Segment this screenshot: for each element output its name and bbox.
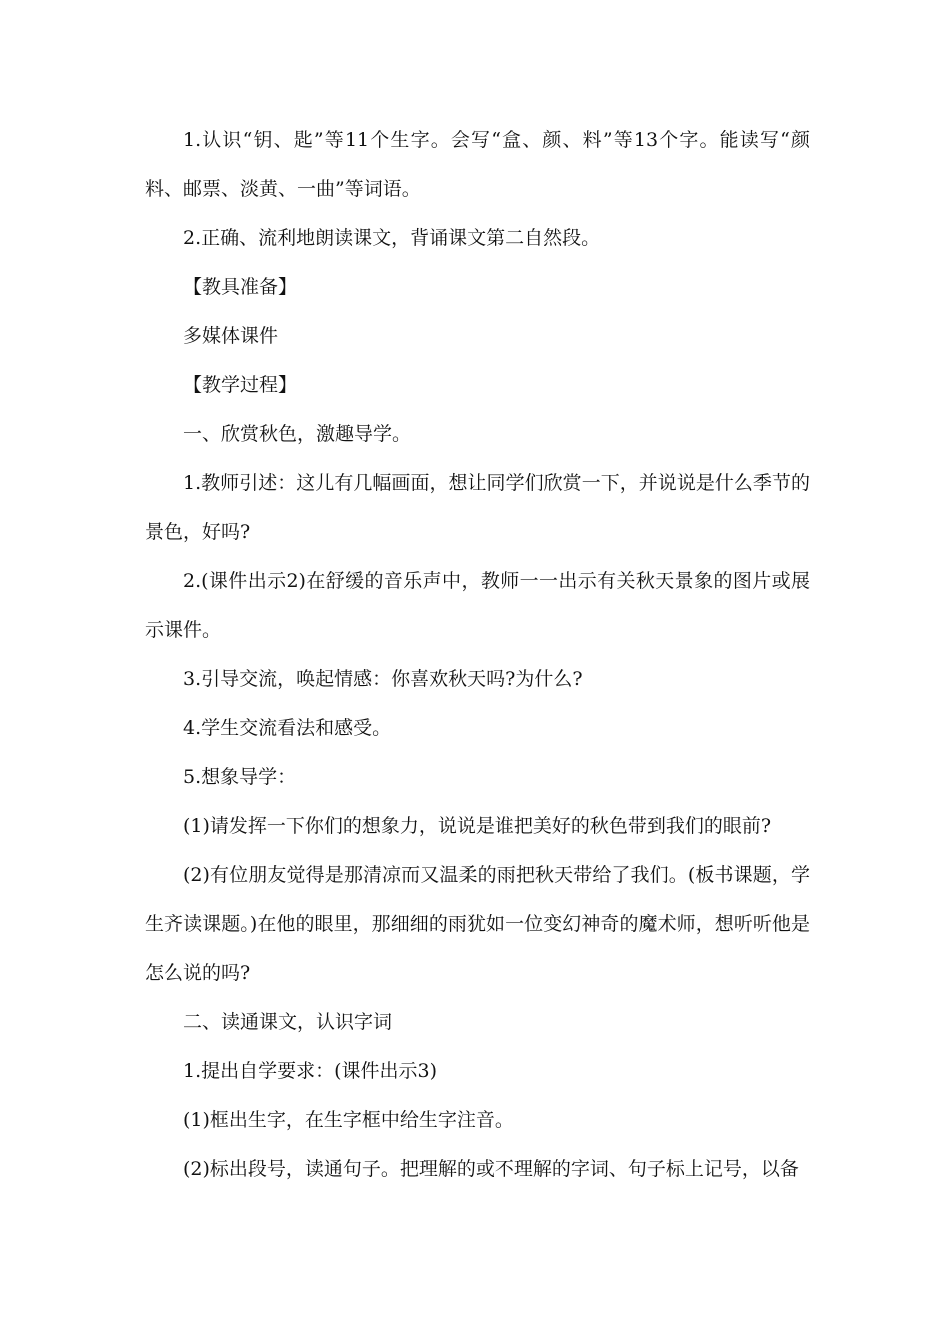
step-1-item-2: 2.(课件出示2)在舒缓的音乐声中，教师一一出示有关秋天景象的图片或展示课件。 [145,570,810,641]
step-1-item-5-sub-2: (2)有位朋友觉得是那清凉而又温柔的雨把秋天带给了我们。(板书课题，学生齐读课题。)在他的眼里，那细细的雨犹如一位变幻神奇的魔术师，想听听他是怎么说的吗? [145,864,810,984]
step-2-heading: 二、读通课文，认识字词 [183,1011,393,1033]
step-2-item-1-sub-1: (1)框出生字，在生字框中给生字注音。 [183,1109,514,1131]
step-2-item-1-sub-2: (2)标出段号，读通句子。把理解的或不理解的字词、句子标上记号，以备 [183,1158,799,1180]
step-1-item-5: 5.想象导学： [183,766,297,788]
step-1-item-1: 1.教师引述：这儿有几幅画面，想让同学们欣赏一下，并说说是什么季节的景色，好吗? [145,472,810,543]
objective-2: 2.正确、流利地朗读课文，背诵课文第二自然段。 [183,227,601,249]
step-1-heading: 一、欣赏秋色，激趣导学。 [183,423,412,445]
step-1-item-3: 3.引导交流，唤起情感：你喜欢秋天吗?为什么? [183,668,583,690]
teaching-aids-text: 多媒体课件 [183,325,279,347]
step-2-item-1: 1.提出自学要求：(课件出示3) [183,1060,438,1082]
section-heading-teaching-process: 【教学过程】 [183,374,298,396]
objective-1: 1.认识“钥、匙”等11个生字。会写“盒、颜、料”等13个字。能读写“颜料、邮票、淡黄、一曲”等词语。 [145,129,810,200]
step-1-item-5-sub-1: (1)请发挥一下你们的想象力，说说是谁把美好的秋色带到我们的眼前? [183,815,772,837]
section-heading-teaching-aids: 【教具准备】 [183,276,298,298]
step-1-item-4: 4.学生交流看法和感受。 [183,717,392,739]
